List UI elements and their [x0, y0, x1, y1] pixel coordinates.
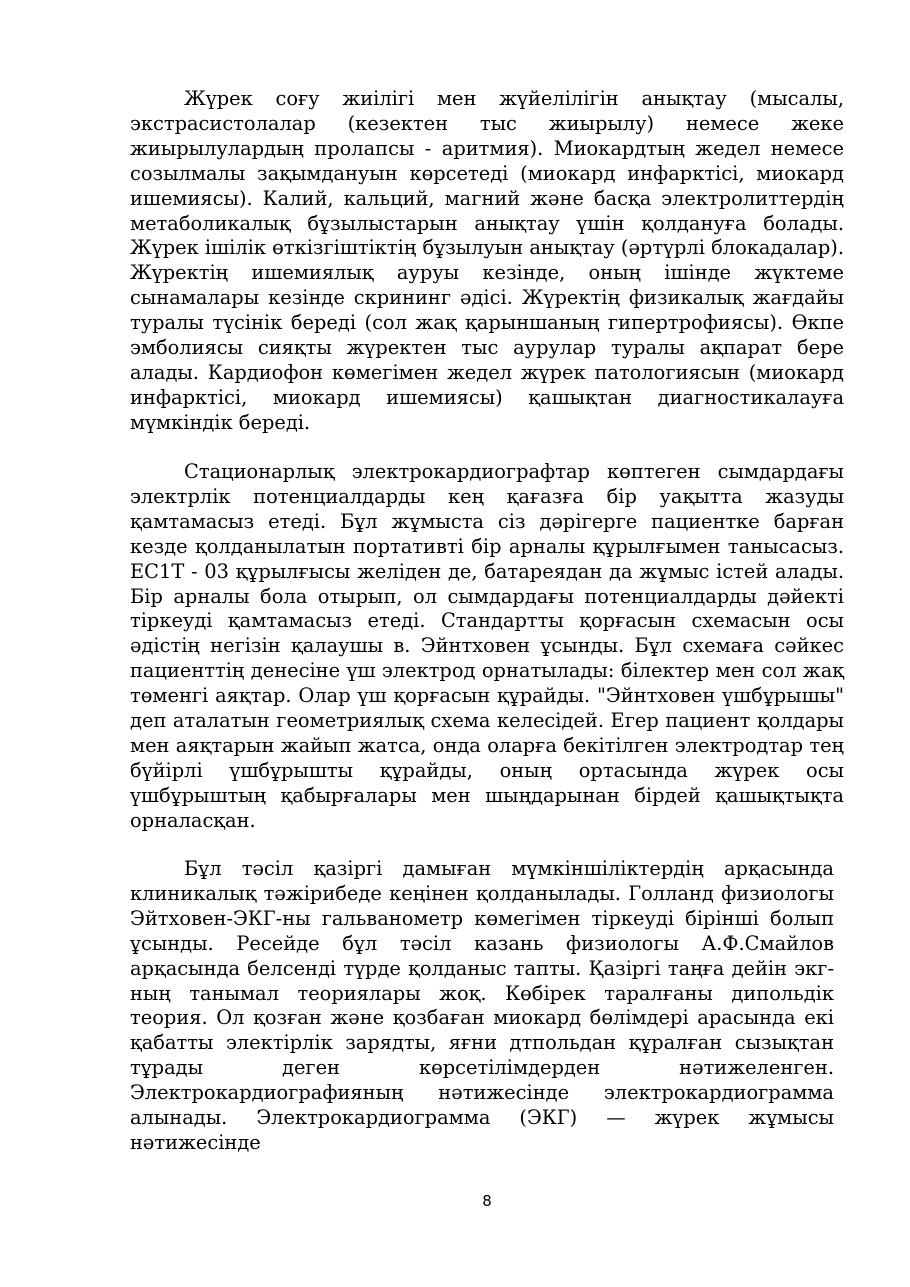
paragraph-electrocardiographs	[130, 460, 844, 834]
paragraph-text: Бұл тәсіл қазіргі дамыған мүмкіншіліктердің арқасында клиникалық тәжірибеде кеңінен қолданылады. Голланд физиологы Эйтховен-ЭКГ-ны гальванометр көмегімен тіркеуді бірінші болып ұсынды. Ресейде бұл тәсіл казань физиологы А.Ф.Смайлов арқасында белсенді түрде қолданыс тапты. Қазіргі таңға дейін экг-ның танымал теориялары жоқ. Көбірек таралғаны дипольдік теория. Ол қозған және қозбаған миокард бөлімдері арасында екі қабатты электірлік зарядты, яғни дтпольдан құралған сызықтан тұрады деген көрсетілімдерден нәтижеленген. Электрокардиографияның нәтижесінде электрокардиограмма алынады. Электрокардиограмма (ЭКГ) — жүрек жұмысы нәтижесінде	[130, 857, 834, 1154]
paragraph-method-history	[130, 857, 834, 1156]
page-number: 8	[482, 1192, 492, 1210]
paragraph-ecg-applications	[130, 87, 844, 436]
paragraph-text: Жүрек соғу жиілігі мен жүйелілігін анықтау (мысалы, экстрасистолалар (кезектен тыс жиырылу) немесе жеке жиырылулардың пролапсы - аритмия). Миокардтың жедел немесе созылмалы зақымдануын көрсетеді (миокард инфарктісі, миокард ишемиясы). Калий, кальций, магний және басқа электролиттердің метаболикалық бұзылыстарын анықтау үшін қолдануға болады. Жүрек ішілік өткізгіштіктің бұзылуын анықтау (әртүрлі блокадалар). Жүректің ишемиялық ауруы кезінде, оның ішінде жүктеме сынамалары кезінде скрининг әдісі. Жүректің физикалық жағдайы туралы түсінік береді (сол жақ қарыншаның гипертрофиясы). Өкпе эмболиясы сияқты жүректен тыс аурулар туралы ақпарат бере алады. Кардиофон көмегімен жедел жүрек патологиясын (миокард инфарктісі, миокард ишемиясы) қашықтан диагностикалауға мүмкіндік береді.	[130, 87, 844, 434]
paragraph-text: Стационарлық электрокардиографтар көптеген сымдардағы электрлік потенциалдарды кең қағазға бір уақытта жазуды қамтамасыз етеді. Бұл жұмыста сіз дәрігерге пациентке барған кезде қолданылатын портативті бір арналы құрылғымен танысасыз. EC1T - 03 құрылғысы желіден де, батареядан да жұмыс істей алады. Бір арналы бола отырып, ол сымдардағы потенциалдарды дәйекті тіркеуді қамтамасыз етеді. Стандартты қорғасын схемасын осы әдістің негізін қалаушы в. Эйнтховен ұсынды. Бұл схемаға сәйкес пациенттің денесіне үш электрод орнатылады: білектер мен сол жақ төменгі аяқтар. Олар үш қорғасын құрайды. "Эйнтховен үшбұрышы" деп аталатын геометриялық схема келесідей. Егер пациент қолдары мен аяқтарын жайып жатса, онда оларға бекітілген электродтар тең бүйірлі үшбұрышты құрайды, оның ортасында жүрек осы үшбұрыштың қабырғалары мен шыңдарынан бірдей қашықтықта орналасқан.	[130, 460, 844, 832]
